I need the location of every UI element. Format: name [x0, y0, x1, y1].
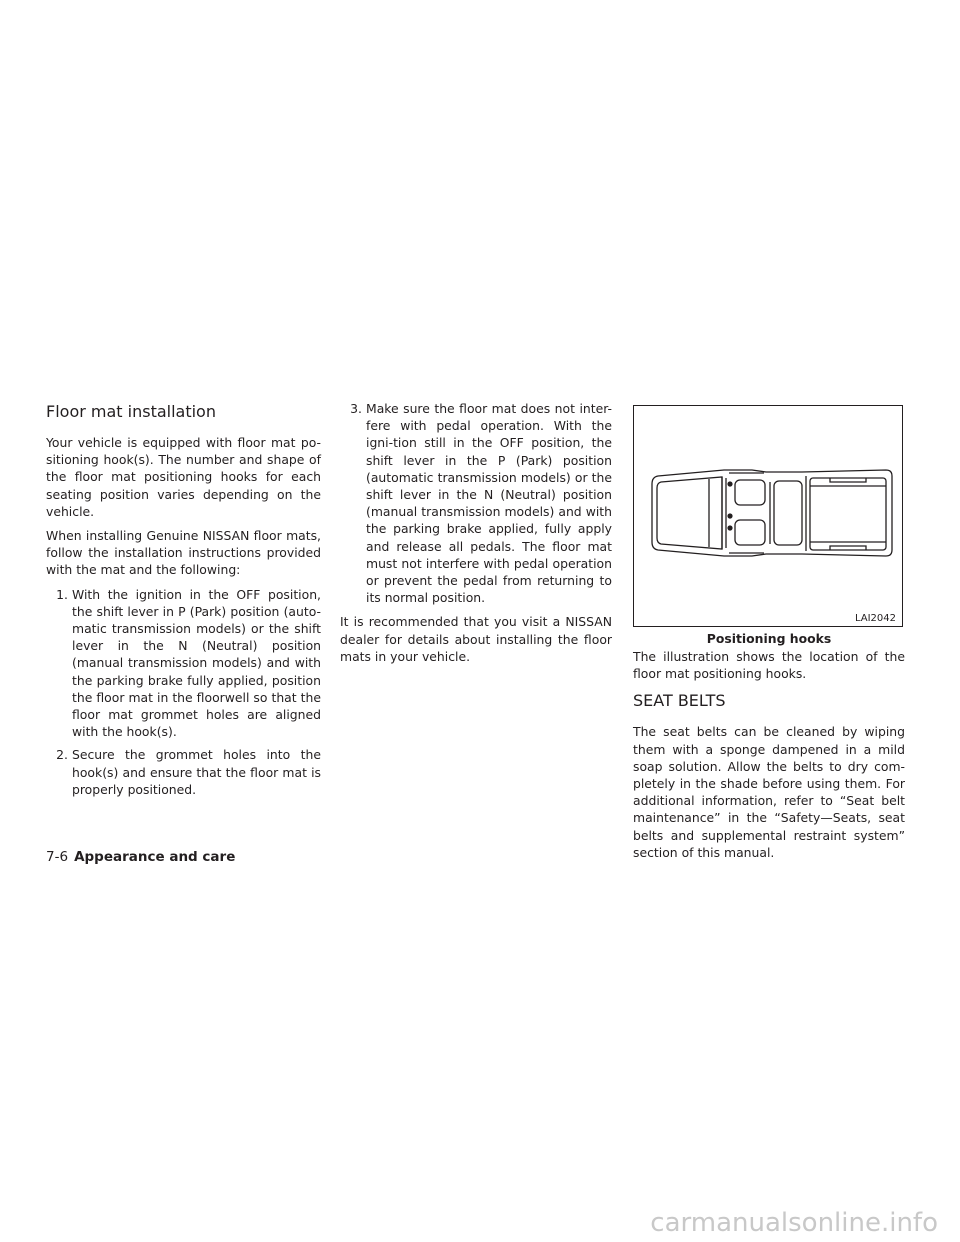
column-right: [633, 400, 905, 868]
step-number: 2.: [56, 747, 68, 763]
dealer-recommendation: It is recommended that you visit a NISSAN dealer for details about installing the floor mats in your vehicle.: [340, 614, 612, 664]
floor-mat-intro: Your vehicle is equipped with floor mat po-sitioning hook(s). The number and shape of the floor mat positioning hooks for each seating position varies depending on the vehicle.: [46, 435, 321, 519]
installation-steps-continued: [340, 400, 612, 606]
figure-code: LAI2042: [854, 613, 896, 624]
section-title: Appearance and care: [74, 849, 236, 865]
step-number: 1.: [56, 586, 68, 602]
column-middle: [340, 400, 612, 672]
step-item: [46, 586, 321, 741]
figure-description: The illustration shows the location of the floor mat positioning hooks.: [633, 649, 905, 682]
positioning-hooks-figure: [633, 405, 903, 627]
watermark: carmanualsonline.info: [650, 1208, 938, 1238]
page-number: 7-6: [46, 849, 69, 865]
figure-caption: Positioning hooks: [706, 631, 832, 646]
vehicle-floor-diagram: [634, 406, 904, 628]
page-footer: [46, 848, 235, 866]
floor-mat-genuine-text: When installing Genuine NISSAN floor mats, follow the installation instructions provided with the mat and the following:: [46, 528, 321, 578]
seat-belts-heading: SEAT BELTS: [633, 691, 726, 711]
step-item: [340, 400, 612, 606]
step-text: Secure the grommet holes into the hook(s) and ensure that the floor mat is properly positioned.: [72, 747, 321, 797]
step-text: Make sure the floor mat does not inter-fere with pedal operation. With the igni-tion still in the OFF position, the shift lever in the P (Park) position (automatic transmission models) or the shift lever in the N (Neutral) position (manual transmission models) and with the parking brake applied, fully apply and release all pedals. The floor mat must not interfere with pedal operation or prevent the pedal from returning to its normal position.: [366, 401, 612, 606]
installation-steps: [46, 586, 321, 798]
column-left: [46, 400, 321, 805]
floor-mat-heading: Floor mat installation: [46, 402, 216, 421]
step-text: With the ignition in the OFF position, the shift lever in P (Park) position (auto-matic transmission models) or the shift lever in the N (Neutral) position (manual transmission models) and with the parking brake fully applied, position the floor mat in the floorwell so that the floor mat grommet holes are aligned with the hook(s).: [72, 586, 321, 740]
step-item: [46, 746, 321, 798]
seat-belts-body: The seat belts can be cleaned by wiping them with a sponge dampened in a mild soap solution. Allow the belts to dry com-pletely in the shade before using them. For additional information, refer to “Seat belt maintenance” in the “Safety—Seats, seat belts and supplemental restraint system” section of this manual.: [633, 724, 905, 860]
step-number: 3.: [350, 401, 362, 416]
